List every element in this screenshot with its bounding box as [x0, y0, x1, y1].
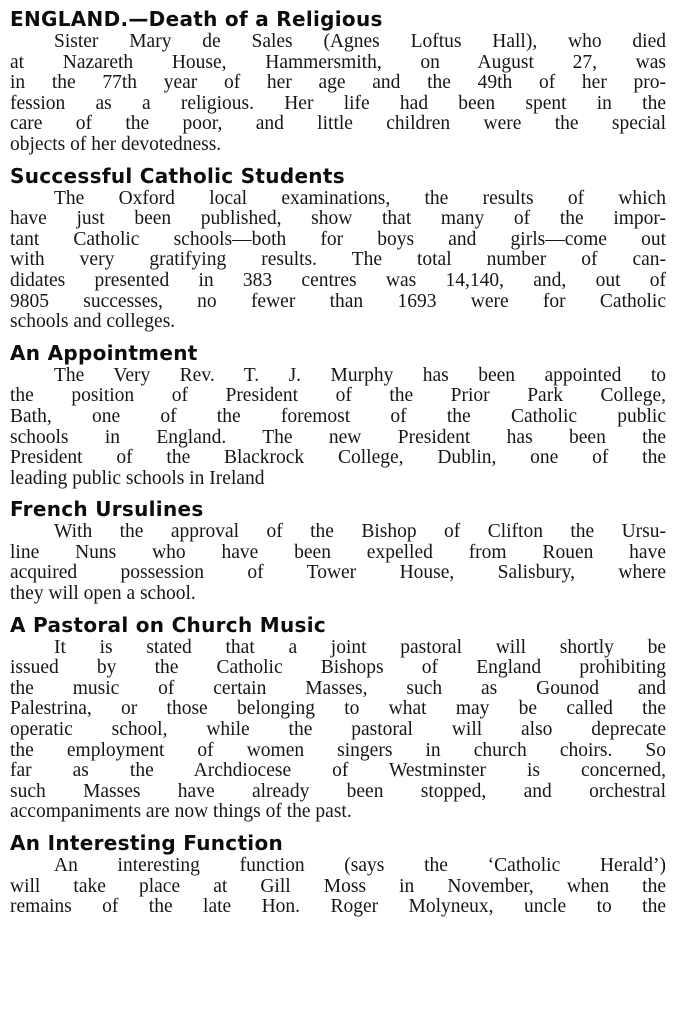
text-line: the employment of women singers in church choirs. So [10, 739, 666, 761]
article-french-ursulines [10, 496, 666, 604]
article-body [10, 366, 666, 490]
text-line: schools in England. The new President has been the [10, 426, 666, 448]
text-line: The Oxford local examinations, the results of which [54, 187, 666, 209]
article-heading: An Appointment [10, 340, 198, 365]
text-line: the position of President of the Prior Park College, [10, 385, 666, 407]
text-line: Sister Mary de Sales (Agnes Loftus Hall), who died [54, 31, 666, 52]
article-heading: Successful Catholic Students [10, 163, 345, 188]
article-body [10, 522, 666, 604]
text-line: An interesting function (says the ‘Catholic Herald’) [54, 855, 666, 876]
article-body [10, 638, 666, 823]
text-line: tant Catholic schools—both for boys and girls—come out [10, 228, 666, 250]
article-heading: An Interesting Function [10, 831, 284, 855]
article-heading: ENGLAND.—Death of a Religious [10, 7, 383, 31]
text-line: President of the Blackrock College, Dublin, one of the [10, 447, 666, 469]
text-line: It is stated that a joint pastoral will shortly be [54, 636, 666, 658]
text-line: will take place at Gill Moss in November, when the [10, 875, 666, 897]
text-line: at Nazareth House, Hammersmith, on August 27, was [10, 51, 666, 73]
text-line: didates presented in 383 centres was 14,140, and, out of [10, 269, 666, 291]
text-line: the music of certain Masses, such as Gounod and [10, 677, 666, 699]
article-heading: French Ursulines [10, 497, 204, 522]
article-appointment [10, 340, 666, 490]
article-body [10, 856, 666, 918]
article-heading: A Pastoral on Church Music [10, 612, 327, 637]
text-line: with very gratifying results. The total number of can- [10, 249, 666, 271]
text-line: far as the Archdiocese of Westminster is concerned, [10, 760, 666, 782]
article-body [10, 189, 666, 333]
article-body [10, 32, 666, 156]
text-line: 9805 successes, no fewer than 1693 were for Catholic [10, 290, 666, 312]
text-line: they will open a school. [10, 583, 196, 605]
text-line: have just been published, show that many of the impor- [10, 208, 666, 230]
text-line: line Nuns who have been expelled from Rouen have [10, 541, 666, 563]
text-line: fession as a religious. Her life had been spent in the [10, 92, 666, 114]
text-line: remains of the late Hon. Roger Molyneux, uncle to the [10, 896, 666, 918]
text-line: acquired possession of Tower House, Salisbury, where [10, 562, 666, 584]
article-interesting-function [10, 830, 666, 918]
article-pastoral-church-music [10, 612, 666, 823]
text-line: such Masses have already been stopped, and orchestral [10, 780, 666, 802]
text-line: operatic school, while the pastoral will also deprecate [10, 719, 666, 741]
text-line: care of the poor, and little children were the special [10, 113, 666, 135]
text-line: objects of her devotedness. [10, 133, 222, 155]
text-line: schools and colleges. [10, 311, 176, 333]
text-line: Bath, one of the foremost of the Catholic public [10, 405, 666, 427]
text-line: in the 77th year of her age and the 49th of her pro- [10, 72, 666, 94]
text-line: The Very Rev. T. J. Murphy has been appointed to [54, 364, 666, 386]
text-line: With the approval of the Bishop of Clifton the Ursu- [54, 521, 666, 543]
article-death-of-religious [10, 6, 666, 156]
article-catholic-students [10, 163, 666, 333]
text-line: issued by the Catholic Bishops of England prohibiting [10, 657, 666, 679]
text-line: accompaniments are now things of the past. [10, 801, 352, 823]
text-line: Palestrina, or those belonging to what may be called the [10, 698, 666, 720]
newspaper-column [10, 6, 666, 925]
text-line: leading public schools in Ireland [10, 467, 265, 489]
